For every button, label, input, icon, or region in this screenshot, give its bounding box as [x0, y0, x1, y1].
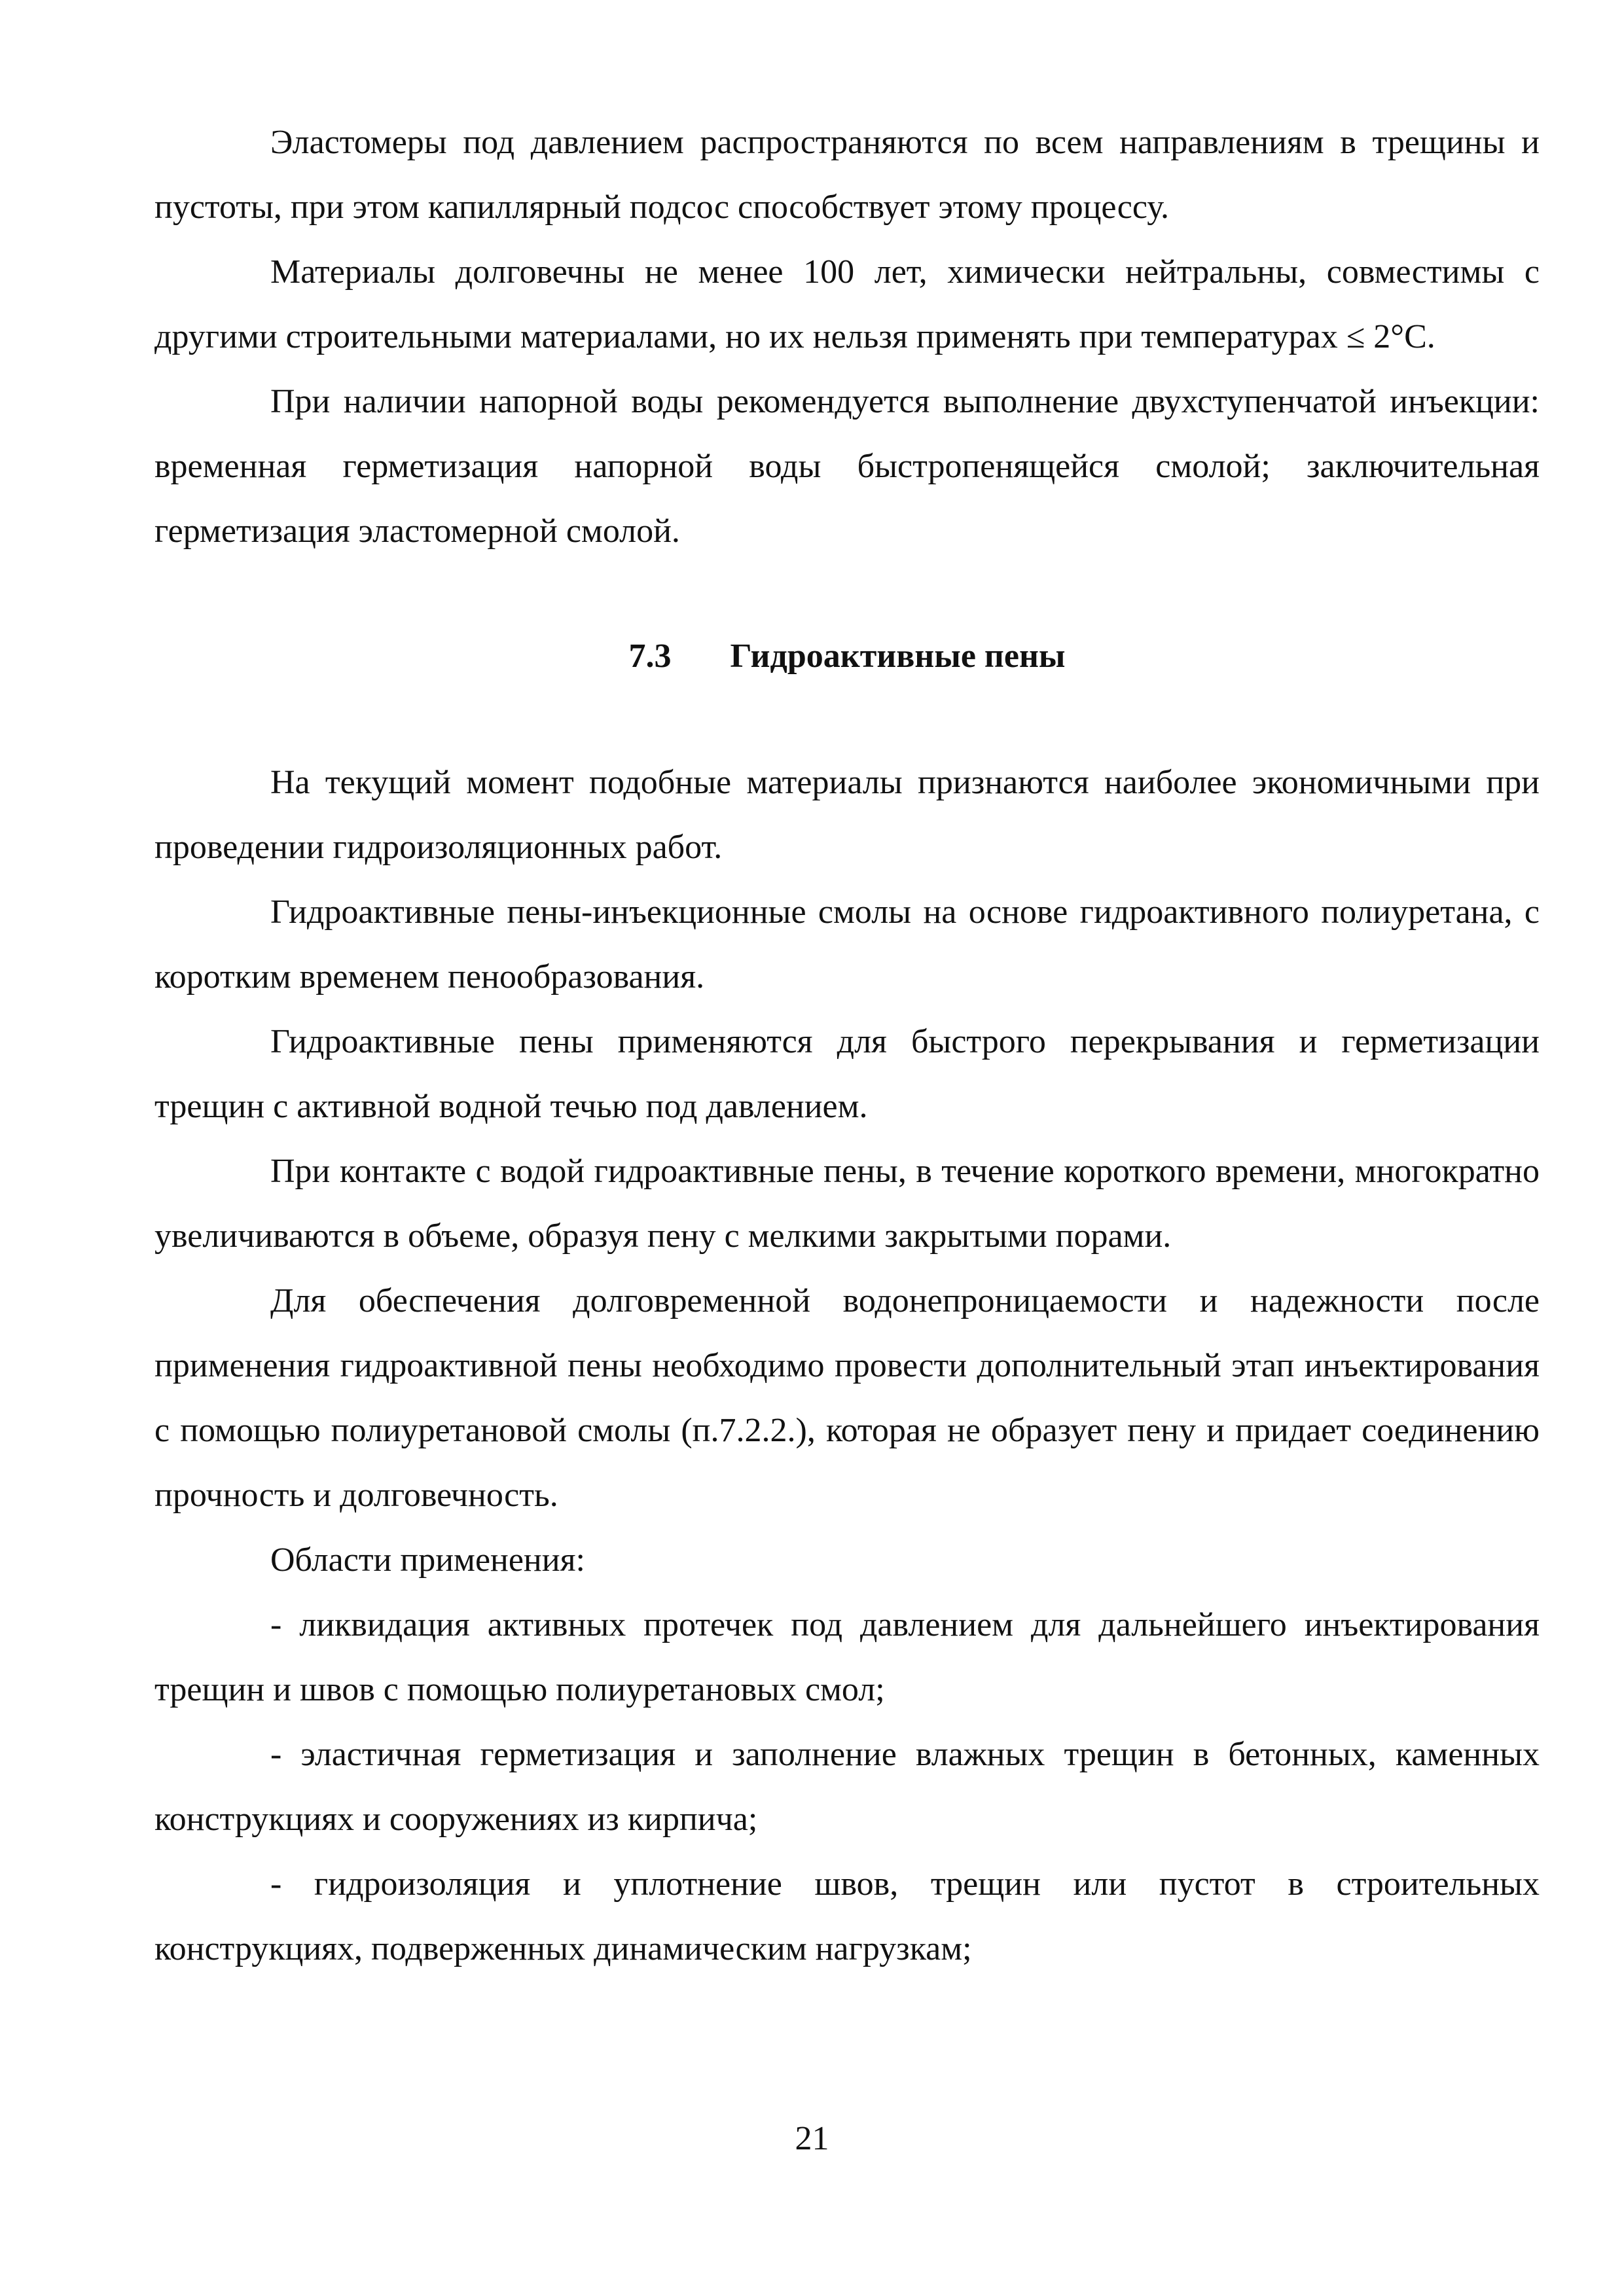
page-body	[154, 110, 1540, 1981]
list-item-leak-elimination: - ликвидация активных протечек под давлением для дальнейшего инъектирования трещин и швов с помощью полиуретановых смол;	[154, 1606, 1540, 1708]
paragraph-water-contact: При контакте с водой гидроактивные пены, в течение короткого времени, многократно увеличиваются в объеме, образуя пену с мелкими закрытыми порами.	[154, 1153, 1540, 1255]
paragraph-materials-durability: Материалы долговечны не менее 100 лет, химически нейтральны, совместимы с другими строительными материалами, но их нельзя применять при температурах ≤ 2°С.	[154, 253, 1540, 355]
list-item-elastic-sealing: - эластичная герметизация и заполнение влажных трещин в бетонных, каменных конструкциях и сооружениях из кирпича;	[154, 1736, 1540, 1838]
paragraph-elastomers-spread: Эластомеры под давлением распространяются по всем направлениям в трещины и пустоты, при этом капиллярный подсос способствует этому процессу.	[154, 124, 1540, 226]
section-heading	[154, 637, 1540, 676]
paragraph-additional-injection: Для обеспечения долговременной водонепроницаемости и надежности после применения гидроактивной пены необходимо провести дополнительный этап инъектирования с помощью полиуретановой смолы (п.7.2.2.), которая не образует пену и придает соединению прочность и долговечность.	[154, 1282, 1540, 1514]
paragraph-economical: На текущий момент подобные материалы признаются наиболее экономичными при проведении гидроизоляционных работ.	[154, 764, 1540, 866]
list-item-waterproofing: - гидроизоляция и уплотнение швов, трещин или пустот в строительных конструкциях, подверженных динамическим нагрузкам;	[154, 1865, 1540, 1967]
page-number: 21	[795, 2120, 829, 2157]
paragraph-application-areas: Области применения:	[270, 1541, 585, 1579]
section-number: 7.3	[628, 637, 672, 675]
paragraph-two-stage-injection: При наличии напорной воды рекомендуется выполнение двухступенчатой инъекции: временная герметизация напорной воды быстропенящейся смолой; заключительная герметизация эластомерной смолой.	[154, 383, 1540, 550]
section-title: Гидроактивные пены	[730, 637, 1066, 675]
paragraph-usage: Гидроактивные пены применяются для быстрого перекрывания и герметизации трещин с активной водной течью под давлением.	[154, 1023, 1540, 1125]
paragraph-definition: Гидроактивные пены-инъекционные смолы на основе гидроактивного полиуретана, с коротким временем пенообразования.	[154, 893, 1540, 996]
